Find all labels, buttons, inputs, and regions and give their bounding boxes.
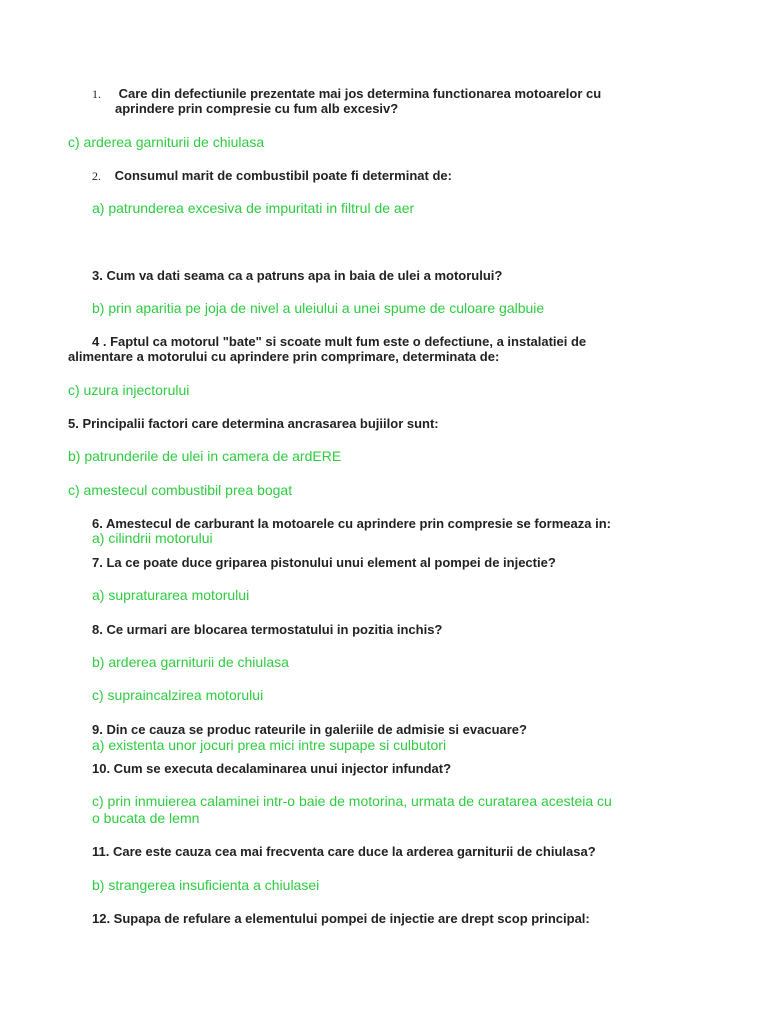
answer-10: c) prin inmuierea calaminei intr-o baie de motorina, urmata de curatarea acesteia cu: [92, 793, 612, 809]
answer-5a: b) patrunderile de ulei in camera de ardERE: [68, 448, 342, 464]
question-5: 5. Principalii factori care determina ancrasarea bujiilor sunt:: [68, 416, 439, 431]
answer-8a: b) arderea garniturii de chiulasa: [92, 654, 289, 670]
answer-2: a) patrunderea excesiva de impuritati in filtrul de aer: [92, 200, 415, 216]
question-1-text-cont: aprindere prin compresie cu fum alb excesiv?: [115, 101, 399, 116]
answer-5b: c) amestecul combustibil prea bogat: [68, 482, 293, 498]
answer-6: a) cilindrii motorului: [92, 530, 213, 546]
question-2: [92, 168, 452, 184]
answer-11: b) strangerea insuficienta a chiulasei: [92, 877, 320, 893]
question-10: 10. Cum se executa decalaminarea unui injector infundat?: [92, 761, 452, 776]
answer-10-cont: o bucata de lemn: [92, 810, 200, 826]
question-6: 6. Amestecul de carburant la motoarele cu aprindere prin compresie se formeaza in:: [92, 516, 611, 531]
question-1-number: 1.: [92, 87, 101, 101]
answer-4: c) uzura injectorului: [68, 382, 190, 398]
question-8: 8. Ce urmari are blocarea termostatului in pozitia inchis?: [92, 622, 443, 637]
answer-1: c) arderea garniturii de chiulasa: [68, 134, 265, 150]
question-1-text: Care din defectiunile prezentate mai jos determina functionarea motoarelor cu: [118, 86, 602, 101]
question-9: 9. Din ce cauza se produc rateurile in galeriile de admisie si evacuare?: [92, 722, 527, 737]
question-12: 12. Supapa de refulare a elementului pompei de injectie are drept scop principal:: [92, 911, 590, 926]
question-3: 3. Cum va dati seama ca a patruns apa in baia de ulei a motorului?: [92, 268, 503, 283]
question-1: [92, 86, 601, 102]
answer-3: b) prin aparitia pe joja de nivel a uleiului a unei spume de culoare galbuie: [92, 300, 545, 316]
question-2-number: 2.: [92, 169, 101, 183]
question-11: 11. Care este cauza cea mai frecventa care duce la arderea garniturii de chiulasa?: [92, 844, 596, 859]
answer-9: a) existenta unor jocuri prea mici intre supape si culbutori: [92, 737, 447, 753]
question-4: 4 . Faptul ca motorul "bate" si scoate mult fum este o defectiune, a instalatiei de: [92, 334, 587, 349]
question-7: 7. La ce poate duce griparea pistonului unui element al pompei de injectie?: [92, 555, 556, 570]
answer-7: a) supraturarea motorului: [92, 587, 250, 603]
question-2-text: Consumul marit de combustibil poate fi determinat de:: [114, 168, 452, 183]
question-4-cont: alimentare a motorului cu aprindere prin comprimare, determinata de:: [68, 349, 500, 364]
answer-8b: c) supraincalzirea motorului: [92, 687, 264, 703]
